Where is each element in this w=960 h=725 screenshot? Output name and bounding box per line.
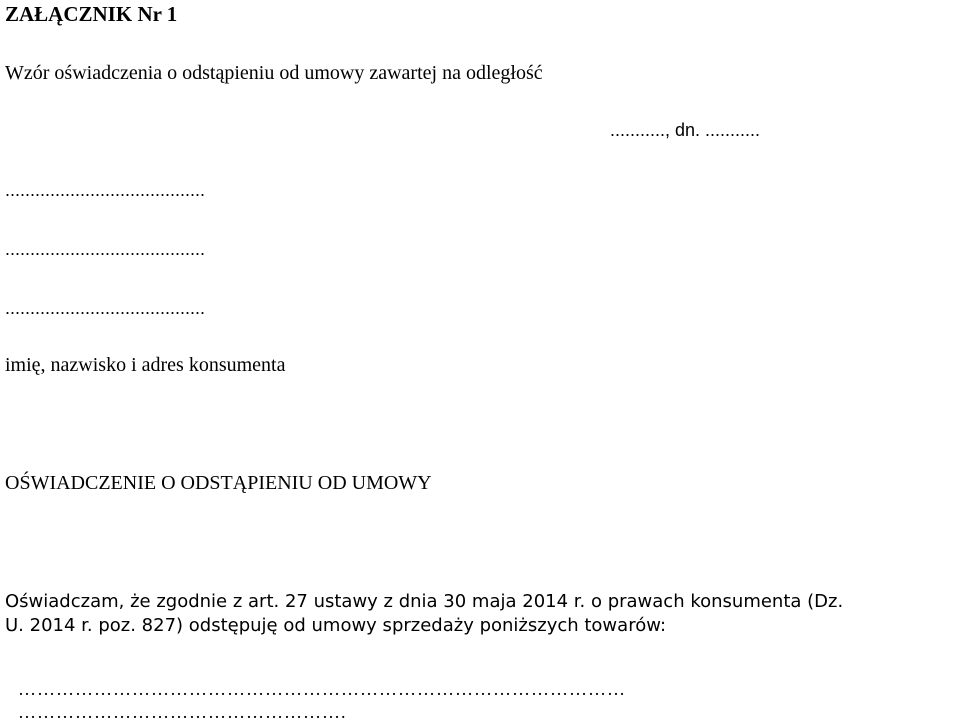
goods-line-1: …………………………………………………………………………………… xyxy=(18,679,626,699)
statement-title: OŚWIADCZENIE O ODSTĄPIENIU OD UMOWY xyxy=(5,472,432,494)
address-line-2: ........................................ xyxy=(5,239,206,259)
place-date-field: ..........., dn. ........... xyxy=(609,120,760,140)
address-line-3: ........................................ xyxy=(5,298,206,318)
goods-line-2: ……………………………………………. xyxy=(18,702,347,722)
statement-body xyxy=(5,590,950,638)
attachment-heading: ZAŁĄCZNIK Nr 1 xyxy=(5,2,178,26)
statement-body-line-1: Oświadczam, że zgodnie z art. 27 ustawy z dnia 30 maja 2014 r. o prawach konsumenta (Dz. xyxy=(5,591,844,612)
form-subtitle: Wzór oświadczenia o odstąpieniu od umowy zawartej na odległość xyxy=(5,62,543,84)
statement-body-line-2: U. 2014 r. poz. 827) odstępuję od umowy sprzedaży poniższych towarów: xyxy=(5,615,667,636)
address-line-1: ........................................ xyxy=(5,180,206,200)
consumer-label: imię, nazwisko i adres konsumenta xyxy=(5,354,286,376)
